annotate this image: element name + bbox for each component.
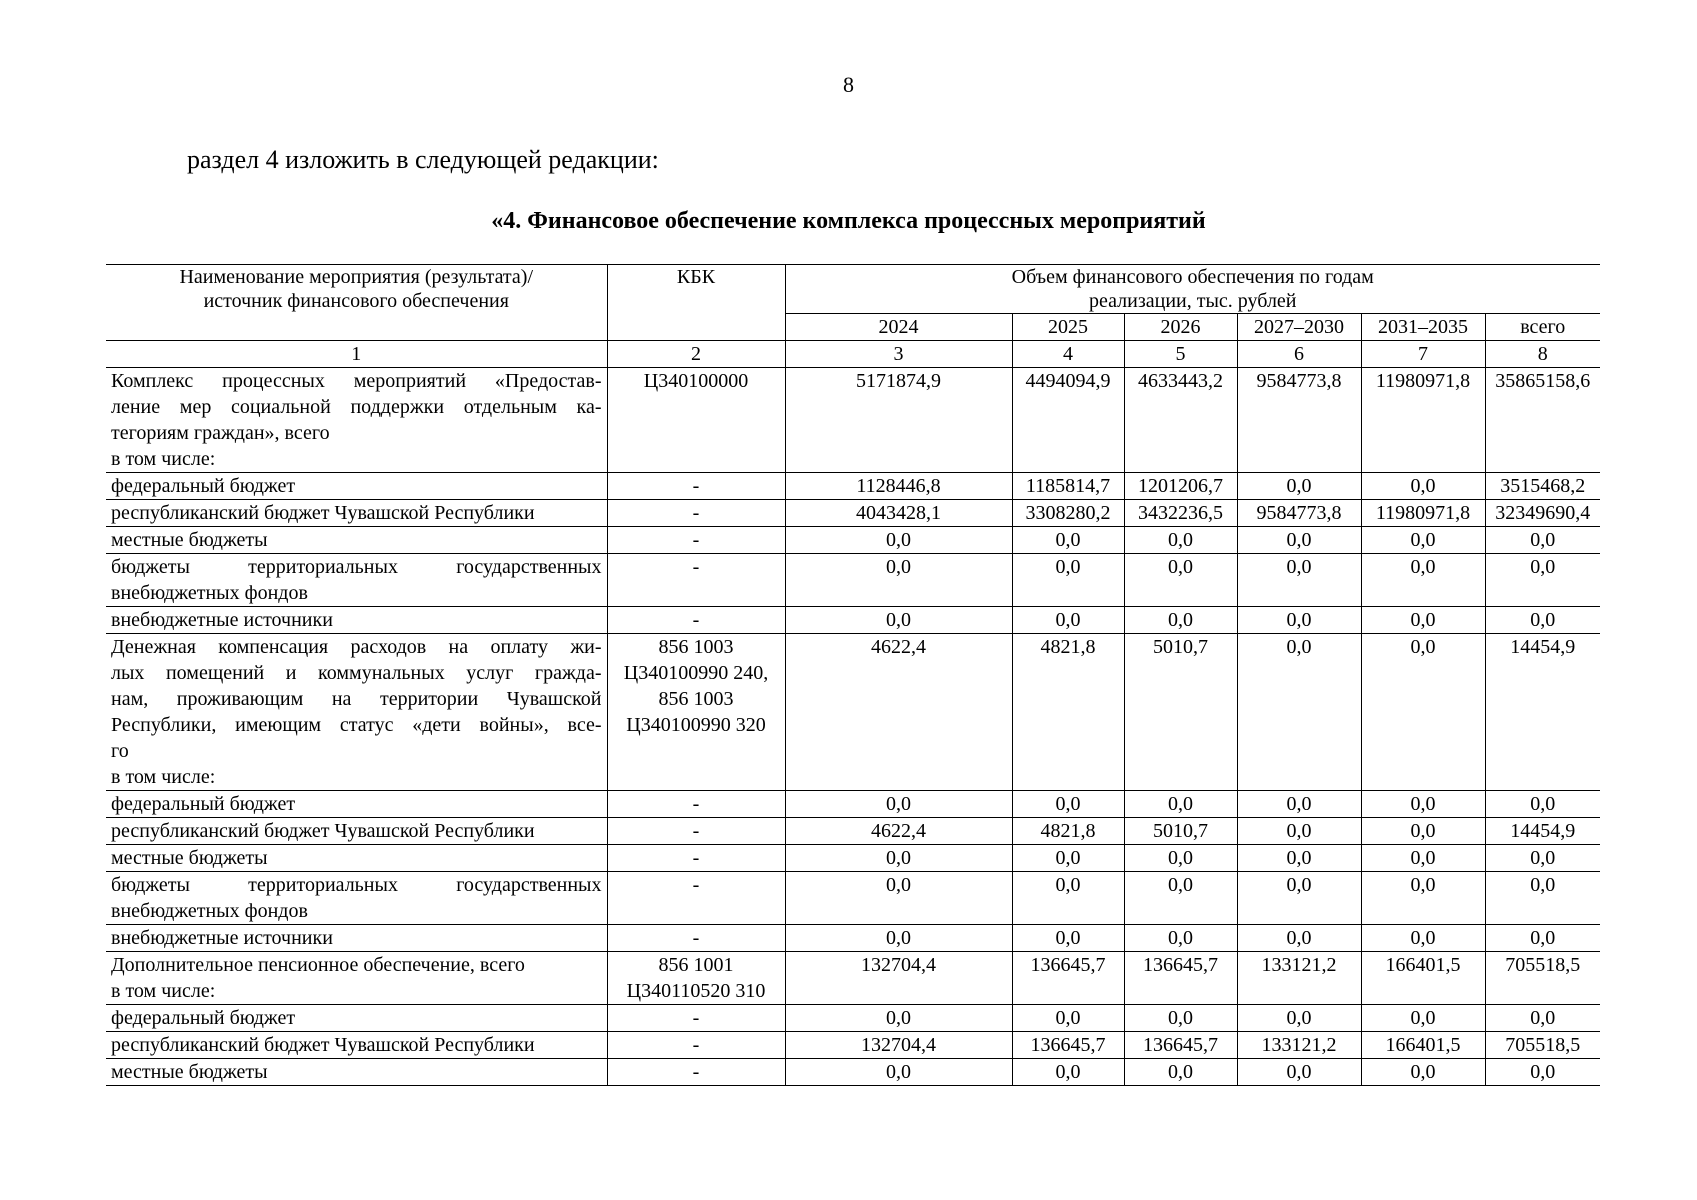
value-cell: 0,0: [785, 845, 1012, 872]
value-cell: 1201206,7: [1124, 473, 1237, 500]
value-cell: 1185814,7: [1012, 473, 1124, 500]
name-line: в том числе:: [111, 448, 216, 470]
header-volume-line: реализации, тыс. рублей: [1089, 290, 1297, 312]
activity-name: [106, 952, 607, 1005]
value-cell: 0,0: [785, 527, 1012, 554]
value-cell: 0,0: [1012, 845, 1124, 872]
name-line: тегориям граждан», всего: [111, 422, 330, 444]
kbk-code: -: [607, 527, 785, 554]
value-cell: 4821,8: [1012, 634, 1124, 791]
kbk-line: Ц340100990 240,: [623, 662, 769, 684]
kbk-line: Ц340100000: [643, 370, 749, 392]
header-volume-line: Объем финансового обеспечения по годам: [1011, 266, 1374, 288]
header-year: всего: [1485, 314, 1600, 341]
value-cell: 3515468,2: [1485, 473, 1600, 500]
value-cell: 0,0: [1124, 845, 1237, 872]
value-cell: 0,0: [1361, 818, 1485, 845]
kbk-code: -: [607, 925, 785, 952]
header-name-line: источник финансового обеспечения: [203, 290, 509, 312]
header-volume-col: [785, 265, 1600, 314]
value-cell: 0,0: [1237, 845, 1361, 872]
page-number: 8: [843, 72, 854, 97]
name-line: бюджеты территориальных государственных: [111, 556, 602, 578]
header-year: 2026: [1124, 314, 1237, 341]
kbk-code: -: [607, 554, 785, 607]
kbk-code: -: [607, 500, 785, 527]
value-cell: 11980971,8: [1361, 368, 1485, 473]
value-cell: 0,0: [1485, 872, 1600, 925]
value-cell: 9584773,8: [1237, 500, 1361, 527]
col-number: 6: [1237, 341, 1361, 368]
value-cell: 133121,2: [1237, 952, 1361, 1005]
kbk-code: -: [607, 473, 785, 500]
table-body: [106, 368, 1600, 1086]
value-cell: 0,0: [1012, 872, 1124, 925]
value-cell: 5010,7: [1124, 818, 1237, 845]
header-year: 2031–2035: [1361, 314, 1485, 341]
name-line: Дополнительное пенсионное обеспечение, всего: [111, 954, 525, 976]
value-cell: 0,0: [1237, 473, 1361, 500]
table-row-group-total: [106, 952, 1600, 1005]
header-name-line: Наименование мероприятия (результата)/: [179, 266, 534, 288]
col-number: 8: [1485, 341, 1600, 368]
table-header: [106, 265, 1600, 368]
col-number: 3: [785, 341, 1012, 368]
table-row: [106, 500, 1600, 527]
value-cell: 0,0: [1124, 1005, 1237, 1032]
name-line: в том числе:: [111, 980, 216, 1002]
value-cell: 0,0: [1237, 1059, 1361, 1086]
value-cell: 1128446,8: [785, 473, 1012, 500]
value-cell: 166401,5: [1361, 952, 1485, 1005]
table-row-group-total: [106, 634, 1600, 791]
value-cell: 5010,7: [1124, 634, 1237, 791]
value-cell: 0,0: [1485, 925, 1600, 952]
value-cell: 0,0: [1124, 791, 1237, 818]
value-cell: 136645,7: [1124, 1032, 1237, 1059]
activity-name: [106, 368, 607, 473]
value-cell: 0,0: [1361, 1059, 1485, 1086]
value-cell: 0,0: [1124, 872, 1237, 925]
kbk-line: Ц340100990 320: [626, 714, 766, 736]
name-line: Комплекс процессных мероприятий «Предостав-: [111, 370, 602, 392]
intro-text: раздел 4 изложить в следующей редакции:: [187, 145, 659, 174]
value-cell: 0,0: [1361, 925, 1485, 952]
value-cell: 35865158,6: [1485, 368, 1600, 473]
col-number: 2: [607, 341, 785, 368]
value-cell: 0,0: [785, 1005, 1012, 1032]
funding-source: республиканский бюджет Чувашской Республики: [106, 1032, 607, 1059]
col-number: 7: [1361, 341, 1485, 368]
value-cell: 0,0: [1124, 527, 1237, 554]
header-year: 2027–2030: [1237, 314, 1361, 341]
funding-source: федеральный бюджет: [106, 1005, 607, 1032]
table-row: [106, 473, 1600, 500]
value-cell: 0,0: [1361, 554, 1485, 607]
value-cell: 3308280,2: [1012, 500, 1124, 527]
value-cell: 11980971,8: [1361, 500, 1485, 527]
value-cell: 0,0: [1485, 845, 1600, 872]
table-row: [106, 791, 1600, 818]
name-line: нам, проживающим на территории Чувашской: [111, 688, 602, 710]
funding-source: внебюджетные источники: [106, 607, 607, 634]
table-row: [106, 1032, 1600, 1059]
value-cell: 705518,5: [1485, 952, 1600, 1005]
name-line: го: [111, 740, 129, 762]
value-cell: 705518,5: [1485, 1032, 1600, 1059]
kbk-code: -: [607, 1005, 785, 1032]
value-cell: 0,0: [785, 925, 1012, 952]
value-cell: 136645,7: [1124, 952, 1237, 1005]
name-line: внебюджетных фондов: [111, 900, 308, 922]
col-number: 1: [106, 341, 607, 368]
header-year: 2024: [785, 314, 1012, 341]
value-cell: 0,0: [1124, 925, 1237, 952]
table-row-group-total: [106, 368, 1600, 473]
value-cell: 14454,9: [1485, 818, 1600, 845]
value-cell: 132704,4: [785, 1032, 1012, 1059]
kbk-line: 856 1001: [658, 954, 734, 976]
value-cell: 0,0: [1237, 925, 1361, 952]
value-cell: 0,0: [1012, 527, 1124, 554]
name-line: ление мер социальной поддержки отдельным ка-: [111, 396, 602, 418]
kbk-code: -: [607, 845, 785, 872]
name-line: бюджеты территориальных государственных: [111, 874, 602, 896]
funding-source: республиканский бюджет Чувашской Республики: [106, 818, 607, 845]
value-cell: 0,0: [1361, 791, 1485, 818]
value-cell: 136645,7: [1012, 952, 1124, 1005]
value-cell: 4821,8: [1012, 818, 1124, 845]
value-cell: 0,0: [1012, 1005, 1124, 1032]
col-number: 4: [1012, 341, 1124, 368]
table-row: [106, 527, 1600, 554]
table-row: [106, 925, 1600, 952]
funding-source: местные бюджеты: [106, 845, 607, 872]
section-title: «4. Финансовое обеспечение комплекса процессных мероприятий: [491, 208, 1206, 234]
table-row: [106, 554, 1600, 607]
value-cell: 0,0: [1485, 1005, 1600, 1032]
header-kbk-col: КБК: [607, 265, 785, 341]
header-name-col: [106, 265, 607, 341]
value-cell: 0,0: [1237, 607, 1361, 634]
value-cell: 0,0: [785, 554, 1012, 607]
value-cell: 0,0: [1237, 1005, 1361, 1032]
value-cell: 4633443,2: [1124, 368, 1237, 473]
value-cell: 0,0: [1361, 872, 1485, 925]
value-cell: 0,0: [1485, 1059, 1600, 1086]
value-cell: 14454,9: [1485, 634, 1600, 791]
name-line: внебюджетных фондов: [111, 582, 308, 604]
value-cell: 3432236,5: [1124, 500, 1237, 527]
value-cell: 0,0: [785, 607, 1012, 634]
funding-source: федеральный бюджет: [106, 473, 607, 500]
kbk-code: [607, 634, 785, 791]
funding-source: [106, 554, 607, 607]
name-line: Республики, имеющим статус «дети войны», все-: [111, 714, 602, 736]
header-year: 2025: [1012, 314, 1124, 341]
value-cell: 0,0: [1361, 1005, 1485, 1032]
value-cell: 0,0: [1485, 607, 1600, 634]
value-cell: 4622,4: [785, 818, 1012, 845]
col-number: 5: [1124, 341, 1237, 368]
value-cell: 0,0: [785, 791, 1012, 818]
value-cell: 166401,5: [1361, 1032, 1485, 1059]
value-cell: 0,0: [785, 1059, 1012, 1086]
kbk-code: -: [607, 1059, 785, 1086]
value-cell: 0,0: [1237, 791, 1361, 818]
funding-source: местные бюджеты: [106, 527, 607, 554]
value-cell: 0,0: [1237, 527, 1361, 554]
table-row: [106, 845, 1600, 872]
value-cell: 136645,7: [1012, 1032, 1124, 1059]
value-cell: 0,0: [1237, 554, 1361, 607]
value-cell: 132704,4: [785, 952, 1012, 1005]
value-cell: 0,0: [1361, 845, 1485, 872]
value-cell: 0,0: [1485, 554, 1600, 607]
funding-source: внебюджетные источники: [106, 925, 607, 952]
funding-source: федеральный бюджет: [106, 791, 607, 818]
value-cell: 0,0: [1485, 527, 1600, 554]
activity-name: [106, 634, 607, 791]
funding-source: республиканский бюджет Чувашской Республики: [106, 500, 607, 527]
kbk-code: -: [607, 872, 785, 925]
value-cell: 0,0: [1361, 634, 1485, 791]
value-cell: 0,0: [1124, 554, 1237, 607]
value-cell: 0,0: [1012, 1059, 1124, 1086]
kbk-code: [607, 952, 785, 1005]
table-row: [106, 818, 1600, 845]
value-cell: 4043428,1: [785, 500, 1012, 527]
value-cell: 133121,2: [1237, 1032, 1361, 1059]
value-cell: 0,0: [1361, 473, 1485, 500]
value-cell: 0,0: [1124, 607, 1237, 634]
value-cell: 0,0: [1012, 607, 1124, 634]
name-line: лых помещений и коммунальных услуг гражда-: [111, 662, 602, 684]
value-cell: 0,0: [1361, 527, 1485, 554]
value-cell: 4494094,9: [1012, 368, 1124, 473]
kbk-line: Ц340110520 310: [626, 980, 766, 1002]
kbk-line: 856 1003: [658, 636, 734, 658]
value-cell: 4622,4: [785, 634, 1012, 791]
kbk-code: -: [607, 607, 785, 634]
kbk-code: -: [607, 791, 785, 818]
value-cell: 32349690,4: [1485, 500, 1600, 527]
kbk-code: -: [607, 1032, 785, 1059]
value-cell: 5171874,9: [785, 368, 1012, 473]
value-cell: 0,0: [1485, 791, 1600, 818]
funding-source: местные бюджеты: [106, 1059, 607, 1086]
value-cell: 0,0: [1237, 872, 1361, 925]
value-cell: 0,0: [1237, 634, 1361, 791]
table-row: [106, 872, 1600, 925]
kbk-code: -: [607, 818, 785, 845]
value-cell: 0,0: [1361, 607, 1485, 634]
table-row: [106, 1059, 1600, 1086]
table-row: [106, 607, 1600, 634]
value-cell: 0,0: [1124, 1059, 1237, 1086]
column-numbers-row: [106, 341, 1600, 368]
funding-source: [106, 872, 607, 925]
value-cell: 0,0: [1237, 818, 1361, 845]
table-row: [106, 1005, 1600, 1032]
name-line: Денежная компенсация расходов на оплату жи-: [111, 636, 602, 658]
value-cell: 9584773,8: [1237, 368, 1361, 473]
value-cell: 0,0: [1012, 925, 1124, 952]
value-cell: 0,0: [1012, 791, 1124, 818]
value-cell: 0,0: [1012, 554, 1124, 607]
kbk-line: 856 1003: [658, 688, 734, 710]
value-cell: 0,0: [785, 872, 1012, 925]
kbk-code: [607, 368, 785, 473]
financing-table: [106, 264, 1600, 1086]
name-line: в том числе:: [111, 766, 216, 788]
